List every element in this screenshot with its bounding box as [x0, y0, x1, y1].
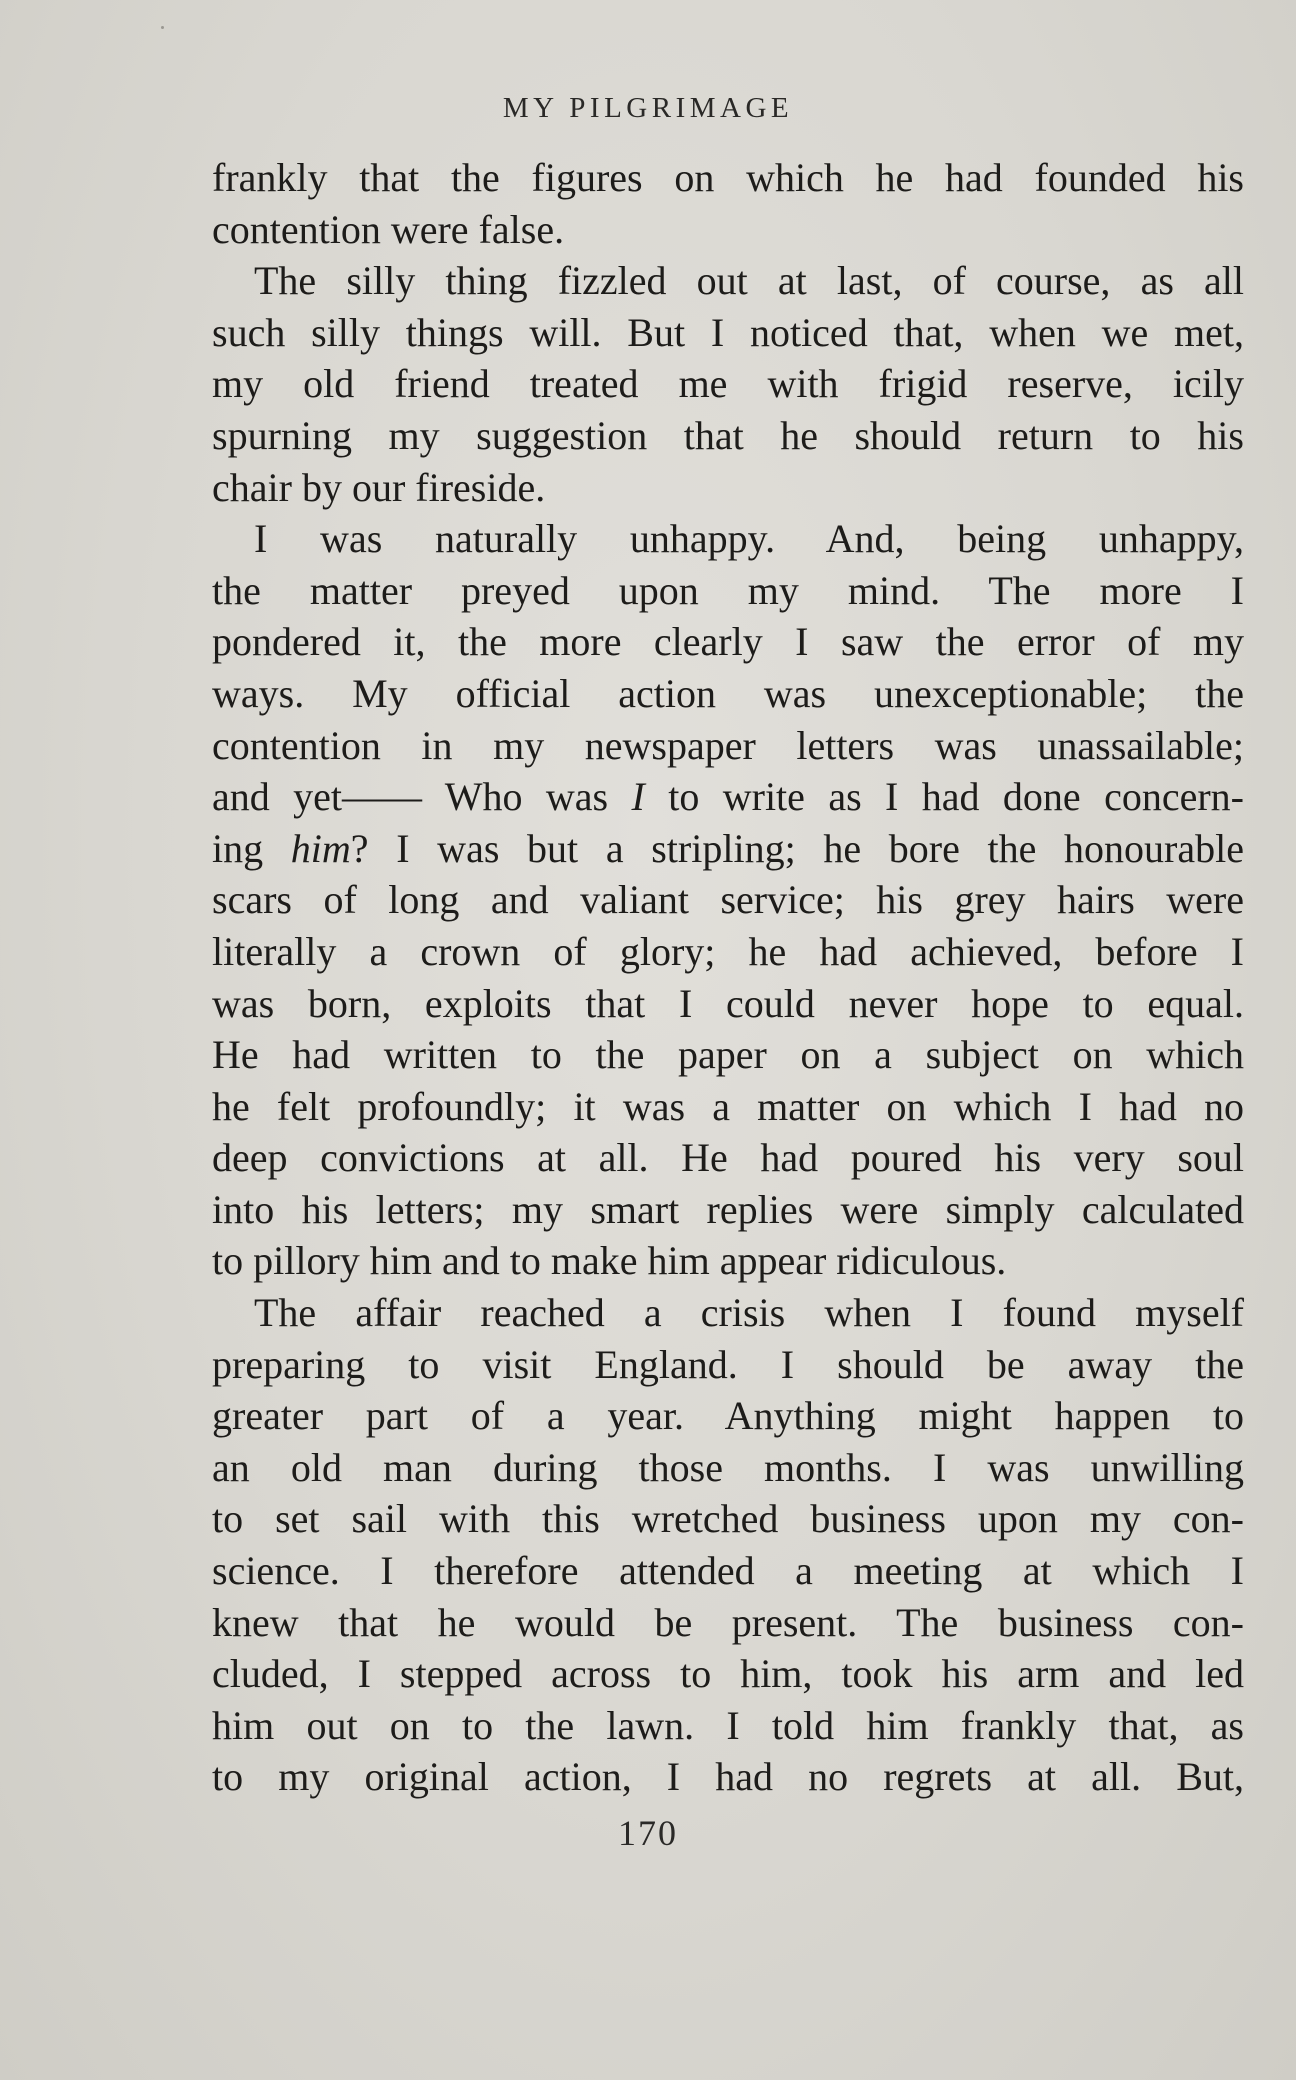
- text-line: ways. My official action was unexceptionable; the: [212, 670, 1244, 716]
- text-line: my old friend treated me with frigid reserve, icily: [212, 361, 1244, 407]
- running-head: MY PILGRIMAGE: [502, 92, 794, 124]
- text-line: The affair reached a crisis when I found myself: [254, 1290, 1244, 1336]
- text-line: literally a crown of glory; he had achieved, before I: [212, 928, 1244, 974]
- text-line: ing him? I was but a stripling; he bore the honourable: [212, 825, 1244, 871]
- text-line: knew that he would be present. The business con-: [212, 1599, 1244, 1645]
- text-line: scars of long and valiant service; his grey hairs were: [212, 877, 1244, 923]
- emphasis: I: [631, 774, 645, 820]
- text-line: frankly that the figures on which he had founded his: [212, 155, 1244, 200]
- text-line: I was naturally unhappy. And, being unhappy,: [254, 516, 1244, 562]
- text-line: to set sail with this wretched business upon my con-: [212, 1496, 1244, 1542]
- emphasis: him: [290, 825, 351, 871]
- text-line: contention in my newspaper letters was unassailable;: [212, 722, 1244, 768]
- text-line: an old man during those months. I was unwilling: [212, 1444, 1244, 1490]
- text-line: to pillory him and to make him appear ridiculous.: [212, 1238, 1007, 1284]
- text-line: into his letters; my smart replies were simply calculated: [212, 1186, 1244, 1232]
- text-line: spurning my suggestion that he should return to his: [212, 412, 1244, 458]
- text-line: He had written to the paper on a subject on which: [212, 1032, 1244, 1078]
- body-text: [212, 152, 1244, 1803]
- text-line: him out on to the lawn. I told him frankly that, as: [212, 1702, 1244, 1748]
- text-line: the matter preyed upon my mind. The more I: [212, 567, 1244, 613]
- paper-speck: [161, 26, 164, 29]
- text-line: cluded, I stepped across to him, took his arm and led: [212, 1651, 1244, 1697]
- text-line: was born, exploits that I could never hope to equal.: [212, 980, 1244, 1026]
- text-line: chair by our fireside.: [212, 464, 546, 510]
- text-line: he felt profoundly; it was a matter on which I had no: [212, 1083, 1244, 1129]
- text-line: pondered it, the more clearly I saw the error of my: [212, 619, 1244, 665]
- text-line: to my original action, I had no regrets at all. But,: [212, 1754, 1244, 1800]
- text-line: contention were false.: [212, 206, 565, 252]
- text-line: greater part of a year. Anything might happen to: [212, 1393, 1244, 1439]
- page-number: 170: [618, 1813, 678, 1853]
- text-line: such silly things will. But I noticed that, when we met,: [212, 309, 1244, 355]
- text-line: and yet—— Who was I to write as I had done concern-: [212, 774, 1244, 820]
- text-line: The silly thing fizzled out at last, of course, as all: [254, 258, 1244, 304]
- text-line: preparing to visit England. I should be away the: [212, 1341, 1244, 1387]
- text-line: deep convictions at all. He had poured his very soul: [212, 1135, 1244, 1181]
- text-line: science. I therefore attended a meeting at which I: [212, 1548, 1244, 1594]
